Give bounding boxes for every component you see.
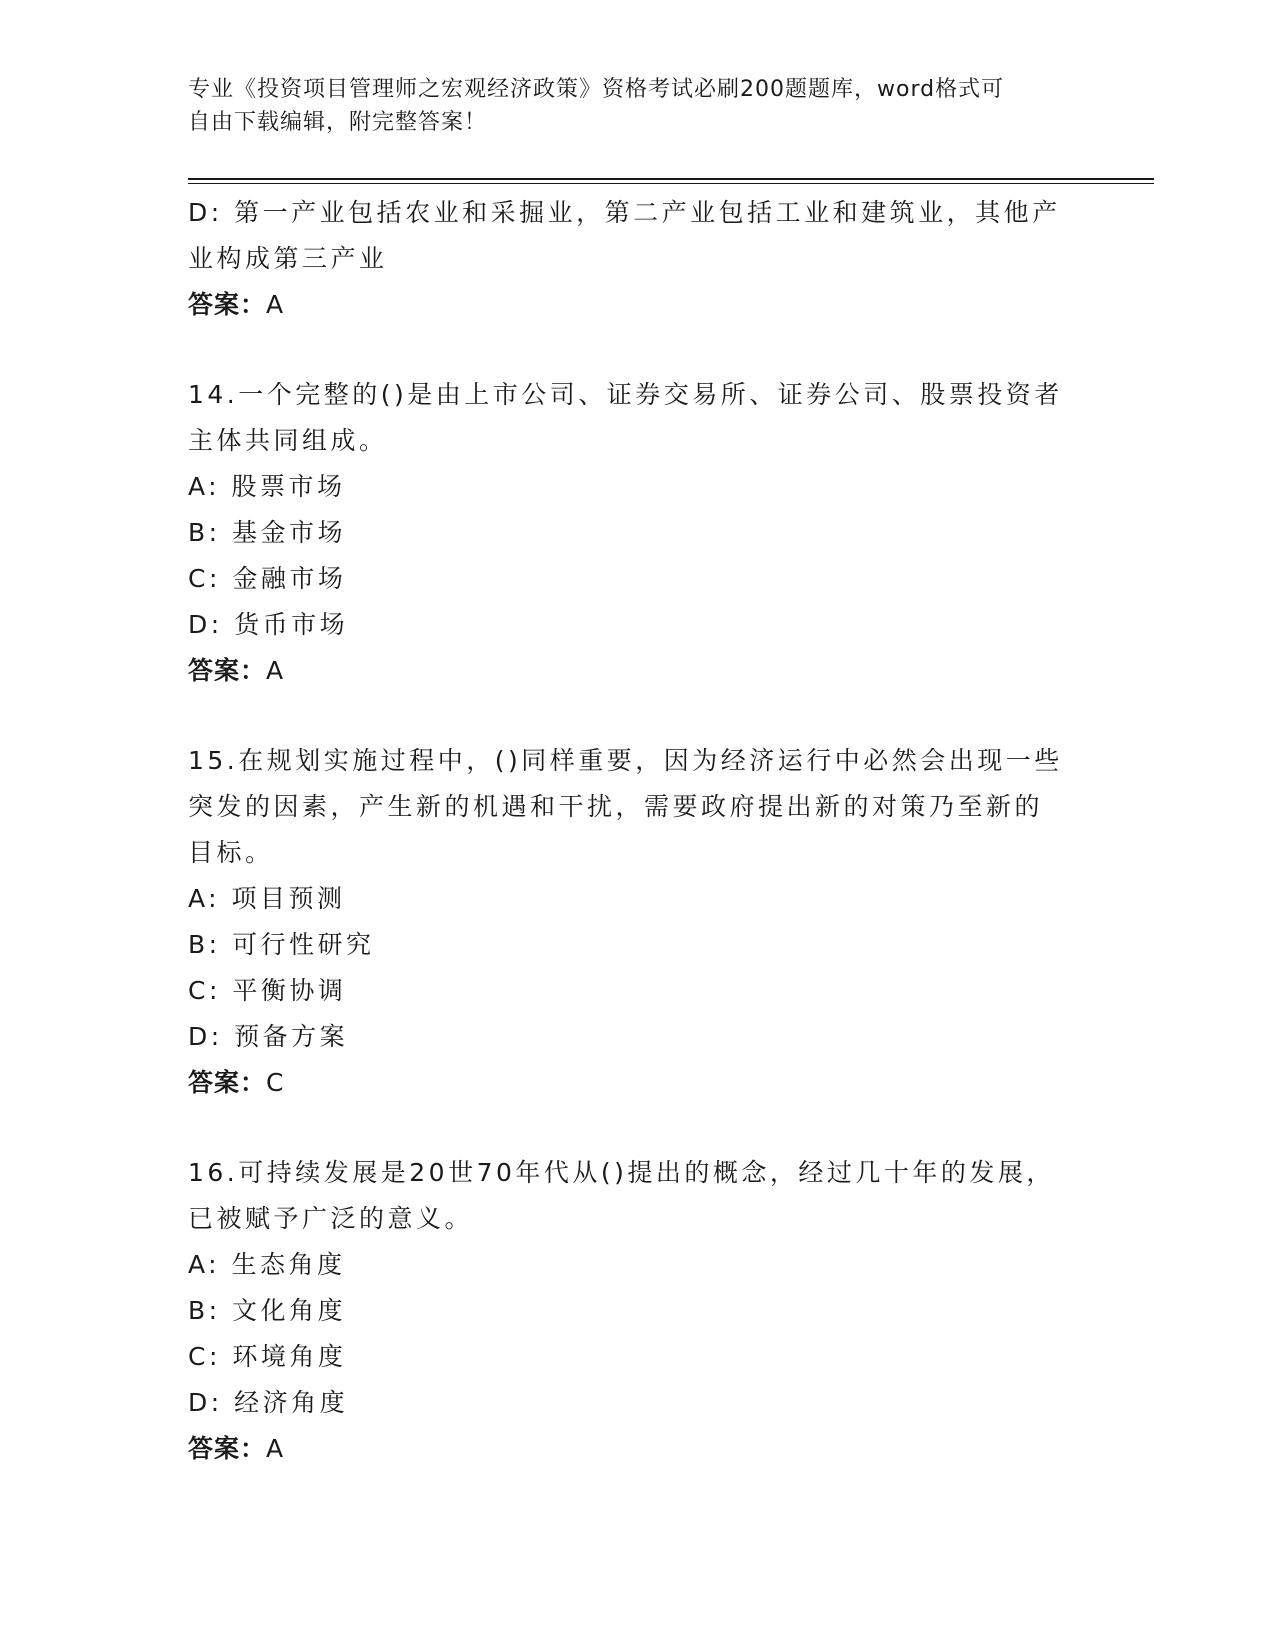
- header-title-line-1: 专业《投资项目管理师之宏观经济政策》资格考试必刷200题题库，word格式可: [188, 77, 1005, 102]
- question-stem: 目标。: [188, 838, 274, 867]
- answer-value: C: [266, 1068, 285, 1097]
- option-a: A: 项目预测: [188, 884, 346, 913]
- question-stem: 15.在规划实施过程中，()同样重要，因为经济运行中必然会出现一些: [188, 746, 1063, 775]
- option-a: A: 股票市场: [188, 472, 346, 501]
- question-15: [188, 738, 1088, 1106]
- option-c: C: 平衡协调: [188, 976, 347, 1005]
- option-b: B: 基金市场: [188, 518, 347, 547]
- header-rule-thin: [188, 183, 1154, 184]
- answer-value: A: [266, 290, 285, 319]
- answer-value: A: [266, 656, 285, 685]
- option-d: D: 预备方案: [188, 1022, 349, 1051]
- question-fragment: [188, 190, 1088, 328]
- answer-line: [188, 1426, 1088, 1472]
- option-b: B: 文化角度: [188, 1296, 347, 1325]
- option-b: B: 可行性研究: [188, 930, 375, 959]
- answer-line: [188, 648, 1088, 694]
- option-a: A: 生态角度: [188, 1250, 346, 1279]
- option-c: C: 环境角度: [188, 1342, 347, 1371]
- option-text: D: 第一产业包括农业和采掘业，第二产业包括工业和建筑业，其他产: [188, 198, 1061, 227]
- document-header: [188, 73, 1088, 139]
- option-d: D: 经济角度: [188, 1388, 349, 1417]
- question-stem: 16.可持续发展是20世70年代从()提出的概念，经过几十年的发展，: [188, 1158, 1055, 1187]
- question-content: [188, 190, 1088, 1472]
- header-title-line-2: 自由下载编辑，附完整答案！: [188, 110, 488, 135]
- question-14: [188, 372, 1088, 694]
- answer-label: 答案：: [188, 290, 267, 319]
- answer-line: [188, 1060, 1088, 1106]
- header-rule-thick: [188, 178, 1154, 180]
- question-stem: 已被赋予广泛的意义。: [188, 1204, 474, 1233]
- answer-label: 答案：: [188, 1068, 267, 1097]
- option-d: D: 货币市场: [188, 610, 349, 639]
- question-16: [188, 1150, 1088, 1472]
- question-stem: 14.一个完整的()是由上市公司、证券交易所、证券公司、股票投资者: [188, 380, 1063, 409]
- answer-label: 答案：: [188, 1434, 267, 1463]
- answer-label: 答案：: [188, 656, 267, 685]
- answer-value: A: [266, 1434, 285, 1463]
- question-stem: 主体共同组成。: [188, 426, 388, 455]
- option-text-continued: 业构成第三产业: [188, 244, 388, 273]
- question-stem: 突发的因素，产生新的机遇和干扰，需要政府提出新的对策乃至新的: [188, 792, 1044, 821]
- option-c: C: 金融市场: [188, 564, 347, 593]
- answer-line: [188, 282, 1088, 328]
